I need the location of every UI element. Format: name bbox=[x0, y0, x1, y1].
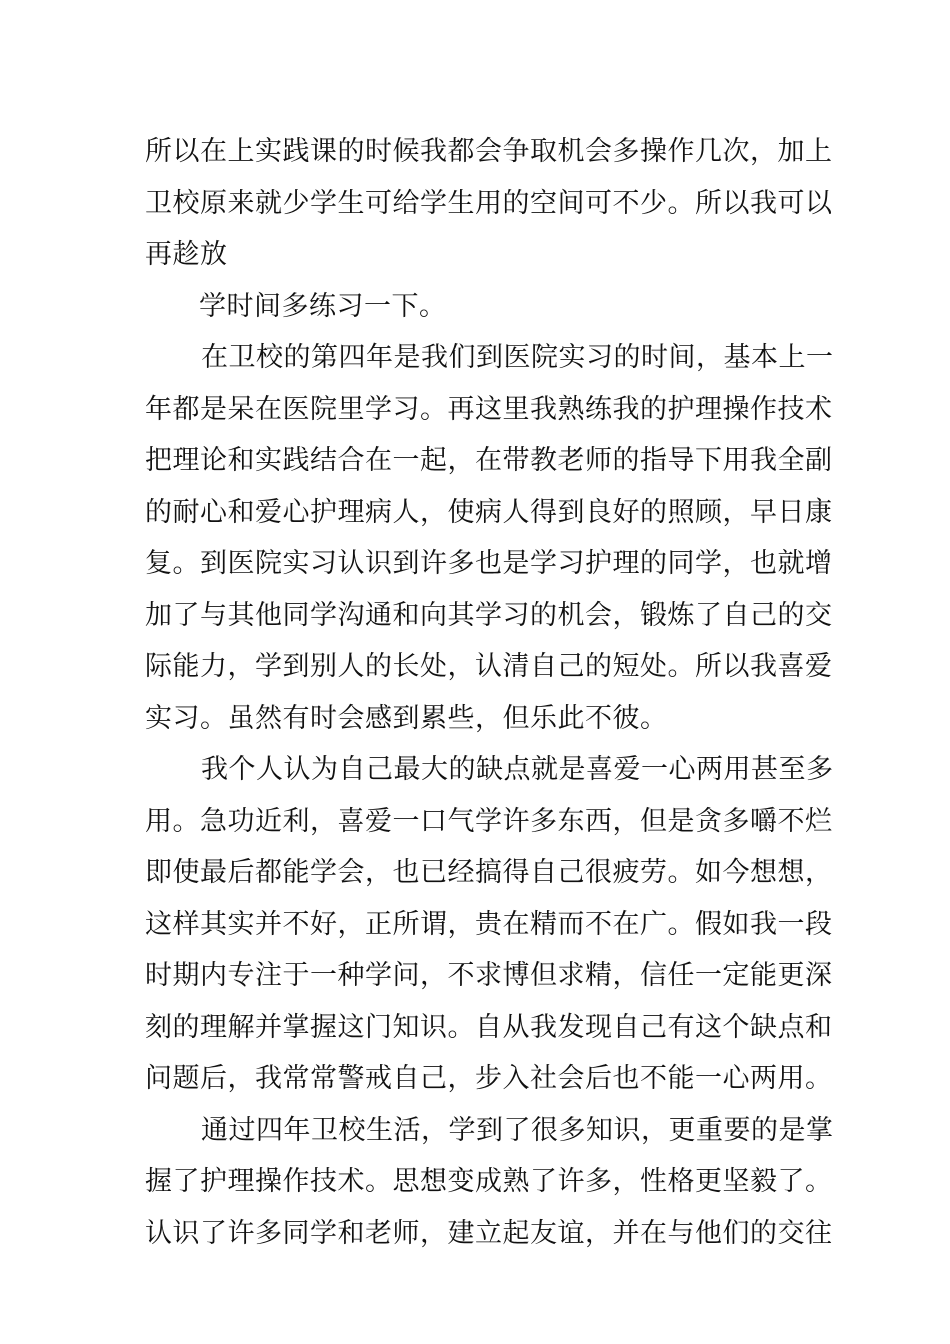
text-line: 把理论和实践结合在一起，在带教老师的指导下用我全副 bbox=[145, 445, 833, 476]
text-line: 实习。虽然有时会感到累些，但乐此不彼。 bbox=[145, 702, 668, 734]
text-line: 再趁放 bbox=[145, 239, 228, 270]
text-line: 加了与其他同学沟通和向其学习的机会，锻炼了自己的交 bbox=[145, 599, 833, 631]
text-line: 所以在上实践课的时候我都会争取机会多操作几次，加上 bbox=[145, 136, 833, 167]
text-line: 际能力，学到别人的长处，认清自己的短处。所以我喜爱 bbox=[145, 651, 833, 682]
body-text bbox=[145, 126, 834, 1259]
text-line: 时期内专注于一种学问，不求博但求精，信任一定能更深 bbox=[145, 960, 833, 991]
text-line: 即使最后都能学会，也已经搞得自己很疲劳。如今想想， bbox=[145, 857, 833, 888]
text-line: 问题后，我常常警戒自己，步入社会后也不能一心两用。 bbox=[145, 1063, 833, 1094]
text-line: 学时间多练习一下。 bbox=[199, 290, 447, 322]
text-line: 用。急功近利，喜爱一口气学许多东西，但是贪多嚼不烂 bbox=[145, 805, 833, 837]
paragraph-start-line: 我个人认为自己最大的缺点就是喜爱一心两用甚至多 bbox=[201, 754, 834, 785]
text-line: 复。到医院实习认识到许多也是学习护理的同学，也就增 bbox=[145, 548, 833, 579]
text-line: 的耐心和爱心护理病人，使病人得到良好的照顾，早日康 bbox=[145, 496, 833, 528]
text-line: 年都是呆在医院里学习。再这里我熟练我的护理操作技术 bbox=[145, 393, 833, 425]
text-line: 这样其实并不好，正所谓，贵在精而不在广。假如我一段 bbox=[145, 908, 833, 940]
paragraph-start-line: 在卫校的第四年是我们到医院实习的时间，基本上一 bbox=[201, 342, 834, 373]
text-line: 卫校原来就少学生可给学生用的空间可不少。所以我可以 bbox=[145, 187, 833, 219]
text-line: 刻的理解并掌握这门知识。自从我发现自己有这个缺点和 bbox=[145, 1011, 833, 1043]
paragraph-start-line: 通过四年卫校生活，学到了很多知识，更重要的是掌 bbox=[201, 1114, 834, 1146]
text-line: 认识了许多同学和老师，建立起友谊，并在与他们的交往 bbox=[145, 1217, 833, 1249]
text-line: 握了护理操作技术。思想变成熟了许多，性格更坚毅了。 bbox=[145, 1166, 833, 1197]
